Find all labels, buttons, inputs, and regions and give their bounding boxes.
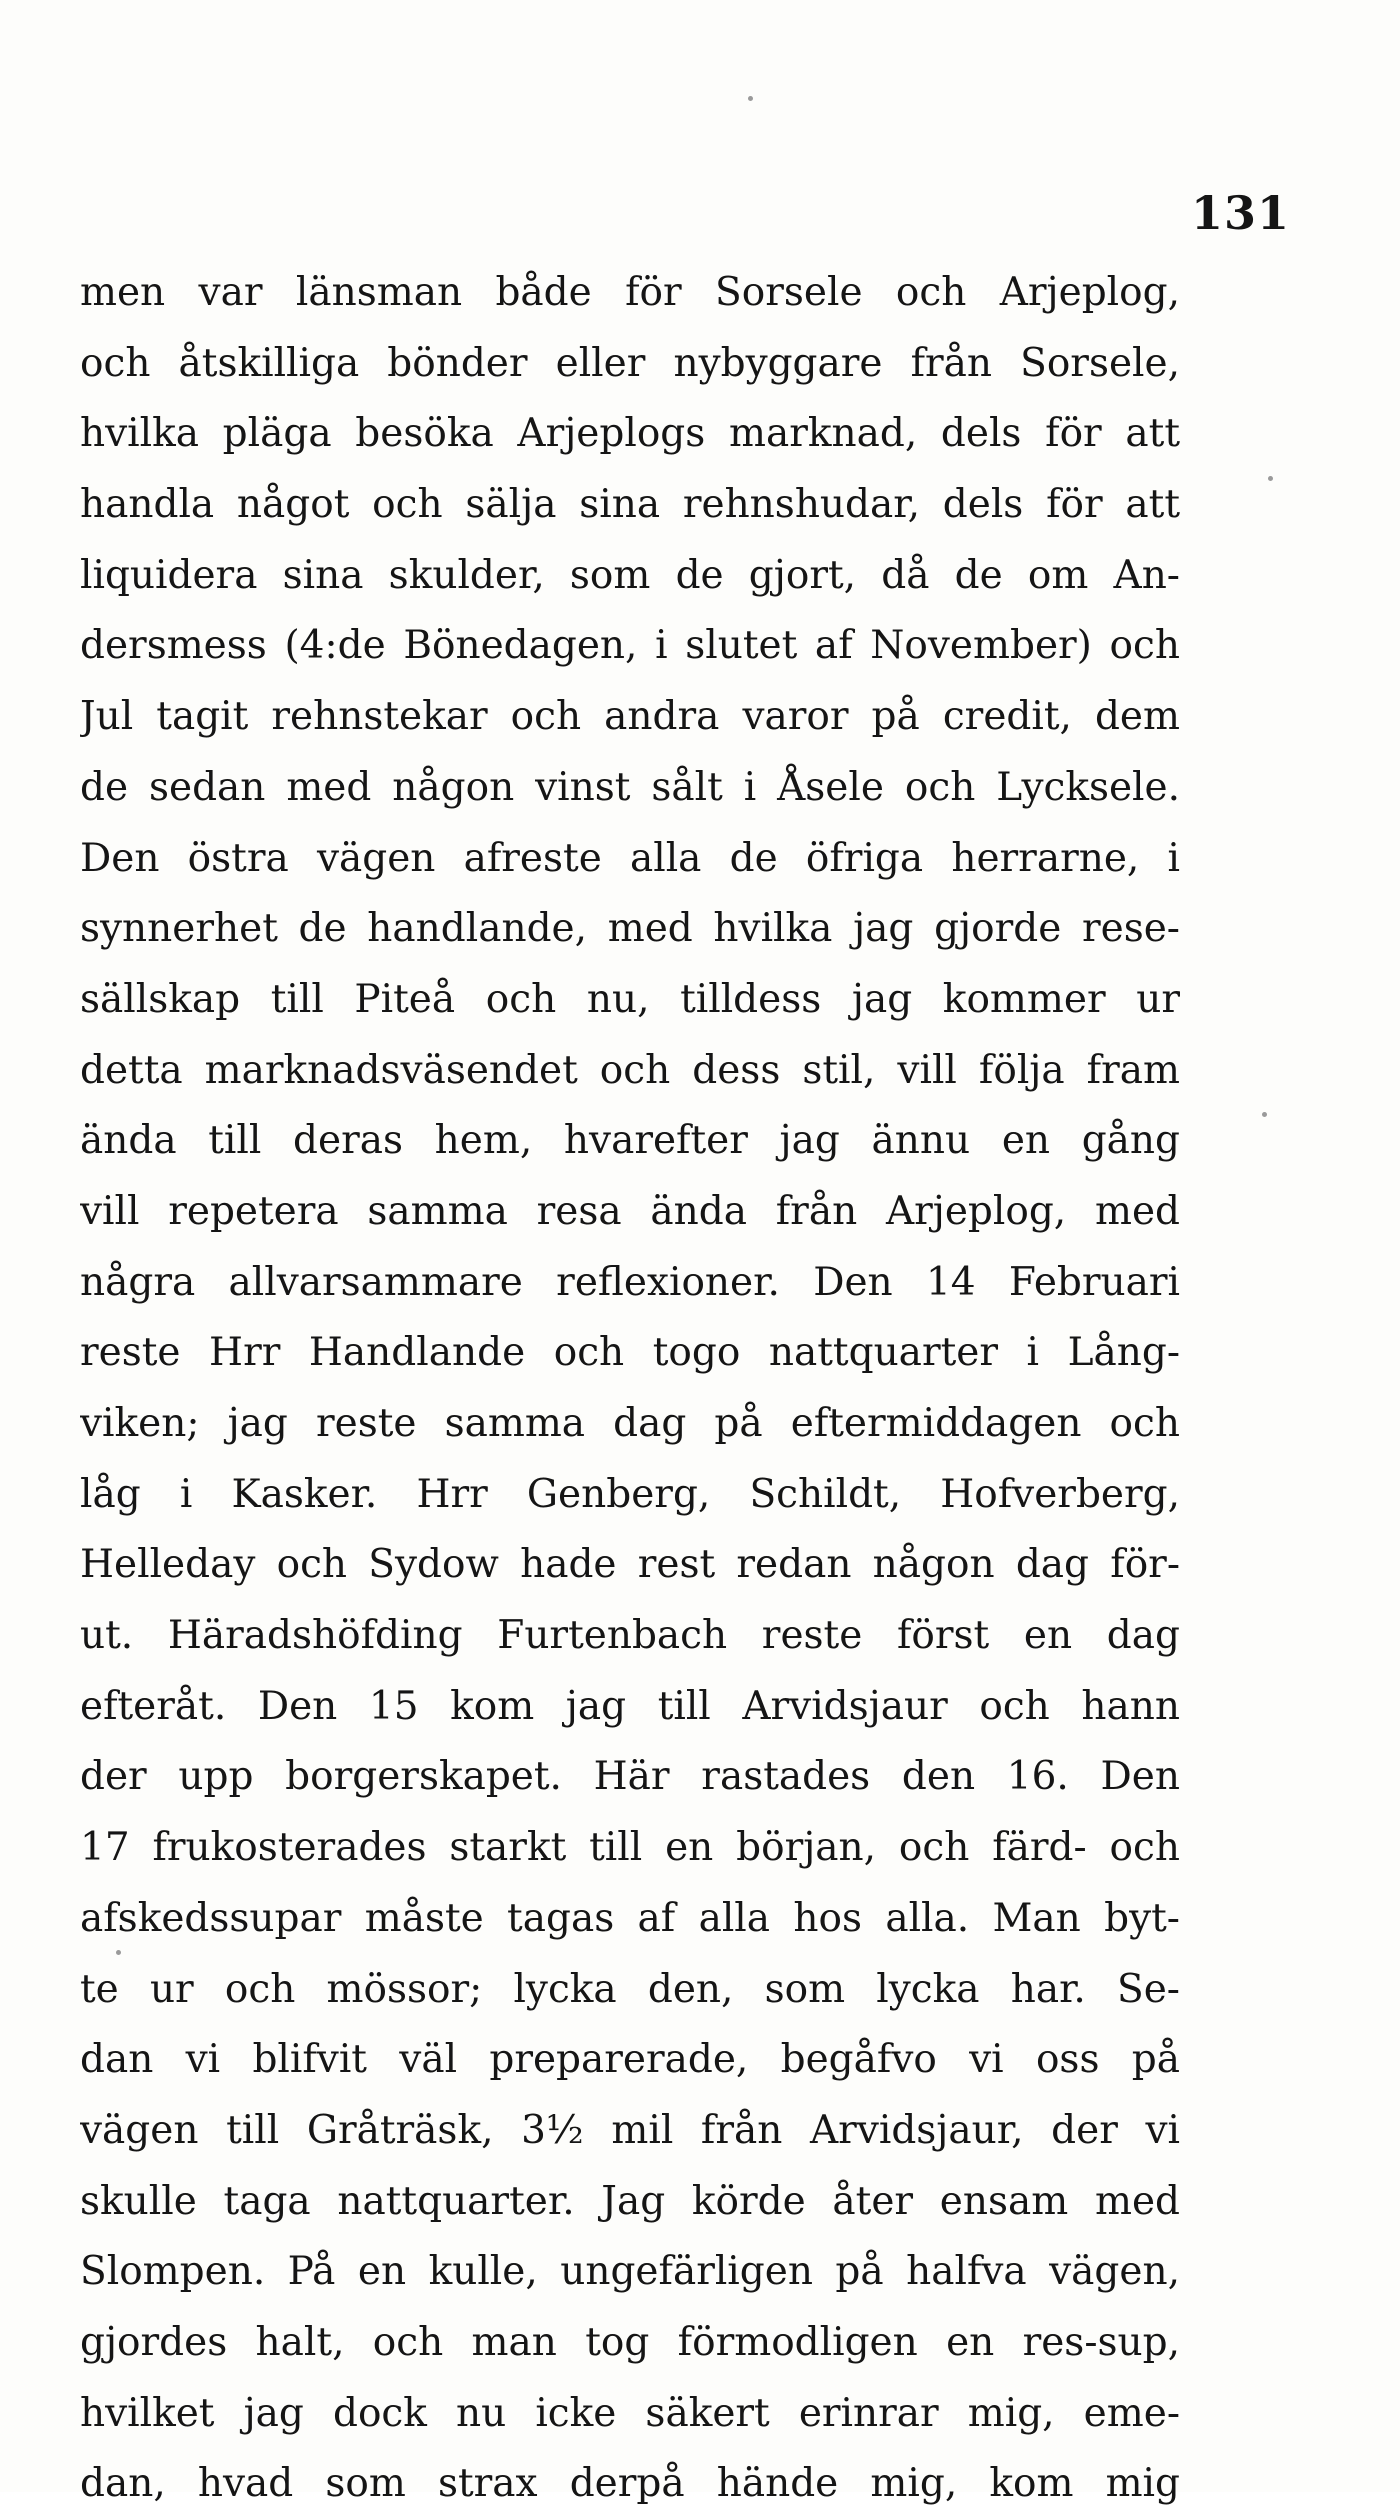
text-line-18: låg i Kasker. Hrr Genberg, Schildt, Hofverberg, bbox=[80, 1471, 1180, 1517]
text-line-32: dan, hvad som strax derpå hände mig, kom mig bbox=[80, 2461, 1180, 2507]
paper-speck bbox=[1268, 476, 1273, 481]
text-line-31: hvilket jag dock nu icke säkert erinrar mig, eme- bbox=[80, 2390, 1180, 2436]
text-line-4: handla något och sälja sina rehnshudar, dels för att bbox=[80, 482, 1180, 528]
text-line-3: hvilka pläga besöka Arjeplogs marknad, dels för att bbox=[80, 411, 1180, 457]
text-line-9: Den östra vägen afreste alla de öfriga herrarne, i bbox=[80, 835, 1180, 881]
text-line-7: Jul tagit rehnstekar och andra varor på credit, dem bbox=[80, 694, 1180, 740]
text-line-24: afskedssupar måste tagas af alla hos alla. Man byt- bbox=[80, 1895, 1180, 1941]
text-line-13: ända till deras hem, hvarefter jag ännu en gång bbox=[80, 1118, 1180, 1164]
text-line-20: ut. Häradshöfding Furtenbach reste först en dag bbox=[80, 1613, 1180, 1659]
text-line-14: vill repetera samma resa ända från Arjeplog, med bbox=[80, 1188, 1180, 1234]
text-line-11: sällskap till Piteå och nu, tilldess jag kommer ur bbox=[80, 976, 1180, 1022]
text-line-21: efteråt. Den 15 kom jag till Arvidsjaur och hann bbox=[80, 1683, 1180, 1729]
paper-speck bbox=[748, 96, 753, 101]
text-line-5: liquidera sina skulder, som de gjort, då de om An- bbox=[80, 552, 1180, 598]
text-line-16: reste Hrr Handlande och togo nattquarter i Lång- bbox=[80, 1330, 1180, 1376]
text-line-12: detta marknadsväsendet och dess stil, vill följa fram bbox=[80, 1047, 1180, 1093]
text-line-15: några allvarsammare reflexioner. Den 14 Februari bbox=[80, 1259, 1180, 1305]
text-line-17: viken; jag reste samma dag på eftermiddagen och bbox=[80, 1401, 1180, 1446]
text-line-26: dan vi blifvit väl preparerade, begåfvo vi oss på bbox=[80, 2037, 1180, 2083]
text-line-25: te ur och mössor; lycka den, som lycka har. Se- bbox=[80, 1966, 1180, 2012]
text-line-8: de sedan med någon vinst sålt i Åsele och Lycksele. bbox=[80, 764, 1180, 810]
text-line-19: Helleday och Sydow hade rest redan någon dag för- bbox=[80, 1542, 1180, 1588]
text-line-30: gjordes halt, och man tog förmodligen en res-sup, bbox=[80, 2319, 1180, 2365]
paper-speck bbox=[116, 1950, 121, 1955]
text-line-28: skulle taga nattquarter. Jag körde åter ensam med bbox=[80, 2178, 1180, 2224]
paper-speck bbox=[1262, 1112, 1267, 1117]
text-line-29: Slompen. På en kulle, ungefärligen på halfva vägen, bbox=[80, 2249, 1180, 2295]
text-line-22: der upp borgerskapet. Här rastades den 16. Den bbox=[80, 1754, 1180, 1800]
text-line-23: 17 frukosterades starkt till en början, och färd- och bbox=[80, 1825, 1180, 1871]
text-line-6: dersmess (4:de Bönedagen, i slutet af November) och bbox=[80, 623, 1180, 669]
text-line-1: men var länsman både för Sorsele och Arjeplog, bbox=[80, 270, 1180, 315]
body-text bbox=[80, 258, 1180, 2520]
text-line-10: synnerhet de handlande, med hvilka jag gjorde rese- bbox=[80, 906, 1180, 952]
text-line-27: vägen till Gråträsk, 3½ mil från Arvidsjaur, der vi bbox=[80, 2107, 1180, 2153]
page-number: 131 bbox=[1190, 186, 1290, 240]
text-line-2: och åtskilliga bönder eller nybyggare från Sorsele, bbox=[80, 340, 1180, 386]
